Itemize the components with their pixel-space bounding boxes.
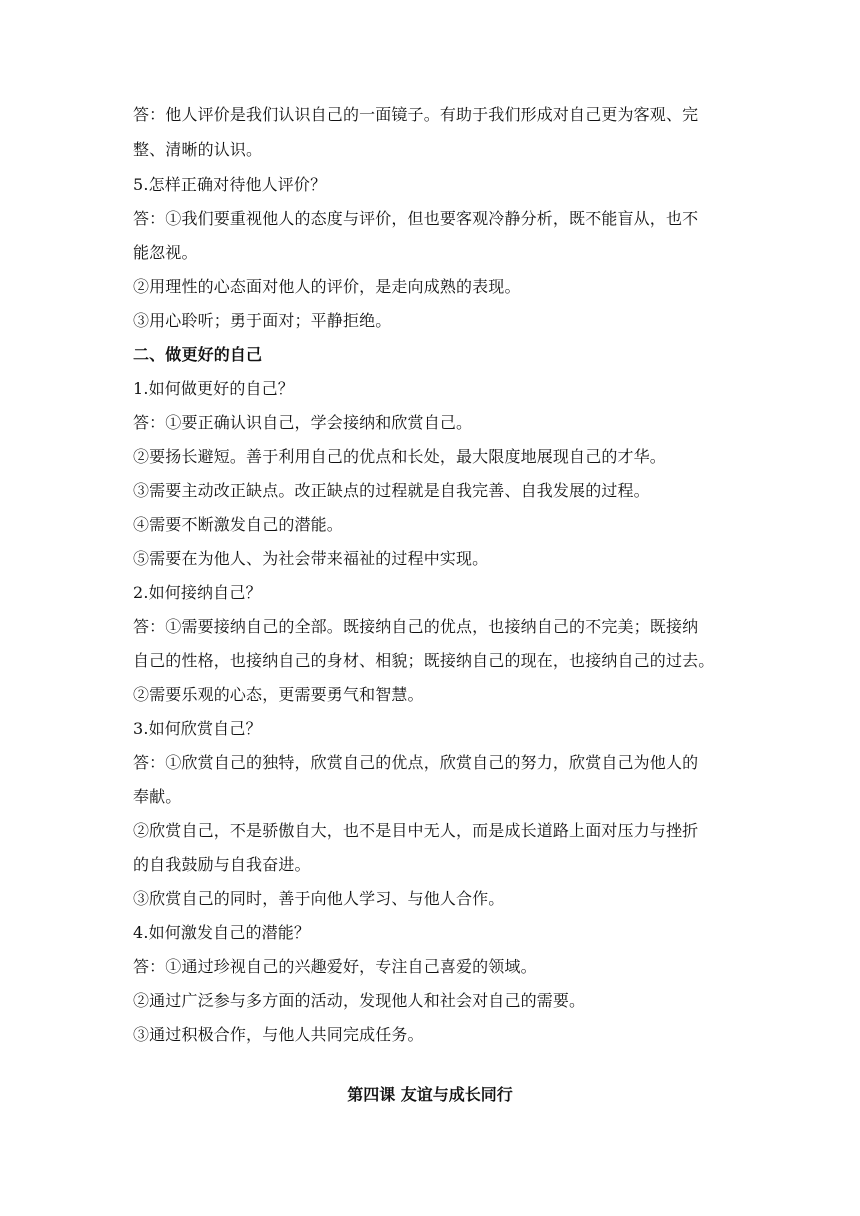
answer-line: 整、清晰的认识。 bbox=[133, 140, 263, 159]
answer-line: ②通过广泛参与多方面的活动，发现他人和社会对自己的需要。 bbox=[133, 991, 586, 1010]
answer-line: ②要扬长避短。善于利用自己的优点和长处，最大限度地展现自己的才华。 bbox=[133, 447, 666, 466]
answer-line: 答：他人评价是我们认识自己的一面镜子。有助于我们形成对自己更为客观、完 bbox=[133, 105, 699, 124]
question-line: 3.如何欣赏自己？ bbox=[133, 719, 262, 738]
answer-line: ④需要不断激发自己的潜能。 bbox=[133, 515, 343, 534]
answer-line: 答：①需要接纳自己的全部。既接纳自己的优点，也接纳自己的不完美；既接纳 bbox=[133, 617, 699, 636]
answer-line: ②用理性的心态面对他人的评价，是走向成熟的表现。 bbox=[133, 277, 521, 296]
answer-line: 的自我鼓励与自我奋进。 bbox=[133, 855, 311, 874]
answer-line: ⑤需要在为他人、为社会带来福祉的过程中实现。 bbox=[133, 549, 489, 568]
answer-line: ③欣赏自己的同时，善于向他人学习、与他人合作。 bbox=[133, 889, 505, 908]
answer-line: 答：①我们要重视他人的态度与评价，但也要客观冷静分析，既不能盲从，也不 bbox=[133, 209, 699, 228]
answer-line: 自己的性格，也接纳自己的身材、相貌；既接纳自己的现在，也接纳自己的过去。 bbox=[133, 651, 715, 670]
answer-line: ③需要主动改正缺点。改正缺点的过程就是自我完善、自我发展的过程。 bbox=[133, 481, 650, 500]
question-line: 5.怎样正确对待他人评价？ bbox=[133, 175, 327, 194]
lesson-title: 第四课 友谊与成长同行 bbox=[347, 1085, 513, 1104]
answer-line: ③通过积极合作，与他人共同完成任务。 bbox=[133, 1025, 424, 1044]
answer-line: ②欣赏自己，不是骄傲自大，也不是目中无人，而是成长道路上面对压力与挫折 bbox=[133, 821, 699, 840]
section-heading: 二、做更好的自己 bbox=[133, 345, 263, 364]
question-line: 1.如何做更好的自己？ bbox=[133, 379, 294, 398]
answer-line: 答：①要正确认识自己，学会接纳和欣赏自己。 bbox=[133, 413, 473, 432]
answer-line: 答：①通过珍视自己的兴趣爱好，专注自己喜爱的领域。 bbox=[133, 957, 537, 976]
answer-line: ②需要乐观的心态，更需要勇气和智慧。 bbox=[133, 685, 424, 704]
answer-line: 奉献。 bbox=[133, 787, 182, 806]
question-line: 4.如何激发自己的潜能？ bbox=[133, 923, 311, 942]
answer-line: 能忽视。 bbox=[133, 243, 198, 262]
question-line: 2.如何接纳自己？ bbox=[133, 583, 262, 602]
answer-line: ③用心聆听；勇于面对；平静拒绝。 bbox=[133, 311, 392, 330]
answer-line: 答：①欣赏自己的独特，欣赏自己的优点，欣赏自己的努力，欣赏自己为他人的 bbox=[133, 753, 699, 772]
